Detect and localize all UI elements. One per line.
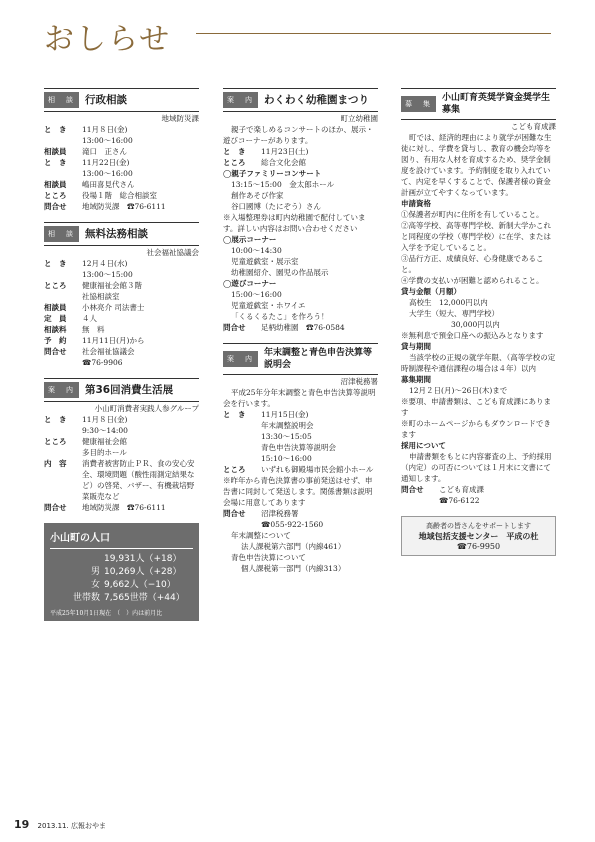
info-row	[223, 157, 378, 168]
row-value: ☎055-922-1560	[261, 520, 324, 529]
info-row	[44, 436, 199, 447]
row-value: 消費者被害防止ＰＲ、食の安心安全、環境問題（酸性雨測定結果など）の啓発、バザー、有機栽培野菜販売など	[82, 459, 195, 501]
info-row	[223, 322, 378, 333]
row-value: 役場１階 総合相談室	[82, 191, 157, 200]
section-header	[223, 88, 378, 112]
support-name: 地域包括支援センター 平成の杜	[418, 532, 539, 541]
population-value: 7,565世帯（+44）	[104, 593, 185, 603]
category-badge: 案 内	[223, 351, 258, 367]
footer-text: 2013.11. 広報おやま	[37, 822, 106, 830]
text-line: ④学費の支払いが困難と認められること。	[401, 276, 544, 285]
text-line: ③品行方正、成績良好、心身健康であること。	[401, 254, 544, 274]
info-row	[44, 324, 199, 335]
info-row	[223, 431, 378, 442]
row-value: 健康福祉会館３階	[82, 281, 142, 290]
row-label: 相談員	[44, 180, 67, 189]
text-line: ※無利息で預金口座への振込みとなります	[401, 331, 544, 340]
row-value: 9:30〜14:00	[82, 426, 128, 435]
row-label: 相談料	[44, 325, 67, 334]
row-value: 健康福祉会館	[82, 437, 127, 446]
subheading: 採用について	[401, 441, 446, 450]
row-value: 滝口 正さん	[82, 147, 127, 156]
population-label: 女	[90, 580, 100, 590]
support-phone: ☎76-9950	[456, 542, 501, 551]
section-title: 小山町育英奨学資金奨学生募集	[442, 93, 551, 115]
text-line: ※要項、申請書類は、こども育成課にあります	[401, 397, 551, 417]
text-line: 児童遊戯室・ホワイエ	[231, 301, 306, 310]
row-label	[223, 420, 261, 431]
info-row	[44, 190, 199, 201]
row-value: 無 料	[82, 325, 105, 334]
page-title: おしらせ	[44, 22, 172, 57]
info-row	[44, 458, 199, 502]
category-badge: 相 談	[44, 226, 79, 242]
support-tagline: 高齢者の皆さんをサポートします	[426, 522, 531, 530]
info-row	[44, 179, 199, 190]
row-value: 11月15日(金)	[261, 410, 309, 419]
row-label	[223, 442, 261, 453]
population-title: 小山町の人口	[50, 529, 193, 549]
population-row	[50, 579, 193, 592]
row-value: 15:10〜16:00	[261, 454, 312, 463]
row-label: 問合せ	[44, 503, 67, 512]
subheading: 貸与金額（月額）	[401, 287, 461, 296]
row-value: 社会福祉協議会	[82, 347, 135, 356]
row-value: いずれも御殿場市民会館小ホール	[261, 465, 374, 474]
text-line: 個人課税第一部門（内線313）	[241, 564, 346, 573]
subheading: ◯遊びコーナー	[223, 279, 277, 288]
subheading: 申請資格	[401, 199, 431, 208]
info-row	[223, 146, 378, 157]
population-value: 10,269人（+28）	[104, 567, 182, 577]
row-value: 11月８日(金)	[82, 125, 128, 134]
row-label	[44, 447, 82, 458]
row-value: こども育成課	[439, 485, 484, 494]
text-line: 幼稚園紹介、園児の作品展示	[231, 268, 329, 277]
row-value: 小林亮介 司法書士	[82, 303, 145, 312]
text-line: 10:00〜14:30	[231, 246, 282, 255]
row-label: と き	[223, 410, 246, 419]
text-line: 谷口國博（たにぞう）さん	[231, 202, 321, 211]
support-center-box	[401, 516, 556, 556]
row-value: 地域防災課 ☎76-6111	[82, 202, 166, 211]
row-label	[401, 495, 439, 506]
info-row	[44, 414, 199, 425]
population-label: 男	[90, 567, 100, 577]
info-row	[44, 357, 199, 368]
section-header	[44, 222, 199, 246]
row-label	[44, 357, 82, 368]
page-number: 19	[14, 818, 30, 831]
row-value: 12月４日(水)	[82, 259, 128, 268]
row-label: と き	[44, 125, 67, 134]
row-label: ところ	[44, 281, 67, 290]
info-row	[44, 280, 199, 291]
row-label: 問合せ	[401, 485, 424, 494]
section-header	[223, 343, 378, 375]
section-title: 行政相談	[85, 94, 127, 106]
population-value: 9,662人（−10）	[104, 580, 176, 590]
text-line: 児童遊戯室・展示室	[231, 257, 299, 266]
title-rule	[196, 33, 551, 34]
row-label: ところ	[44, 191, 67, 200]
info-row	[223, 519, 378, 530]
row-label	[223, 519, 261, 530]
text-line: 申請書類をもとに内容審査の上、予約採用（内定）の可否については１月末に文書にて通知します。	[401, 452, 552, 483]
row-value: 13:30〜15:05	[261, 432, 312, 441]
column-3	[401, 88, 556, 556]
text-line: 法人課税第六部門（内線461）	[241, 542, 346, 551]
department: 小山町消費者実践人参グループ	[94, 404, 199, 413]
row-label: 予 約	[44, 336, 67, 345]
row-label: と き	[44, 415, 67, 424]
row-label: 問合せ	[223, 509, 246, 518]
text-line: 年末調整について	[231, 531, 291, 540]
category-badge: 案 内	[44, 382, 79, 398]
row-value: 社協相談室	[82, 292, 120, 301]
text-line: 15:00〜16:00	[231, 290, 282, 299]
text-line: 当該学校の正規の就学年限、（高等学校の定時制課程や通信課程の場合は４年）以内	[401, 353, 556, 373]
info-row	[223, 508, 378, 519]
row-label: 問合せ	[223, 323, 246, 332]
row-value: ☎76-6122	[439, 496, 480, 505]
subheading: 募集期間	[401, 375, 431, 384]
row-value: 13:00〜16:00	[82, 136, 133, 145]
row-label: 相談員	[44, 303, 67, 312]
department: 地域防災課	[161, 114, 199, 123]
row-label: 相談員	[44, 147, 67, 156]
section-wakuwaku	[223, 88, 378, 333]
subheading: ◯親子ファミリーコンサート	[223, 169, 322, 178]
department: こども育成課	[511, 122, 556, 131]
info-rows	[44, 258, 199, 368]
row-value: 年末調整説明会	[261, 421, 314, 430]
row-value: 13:00〜16:00	[82, 169, 133, 178]
info-row	[44, 291, 199, 302]
row-label	[44, 168, 82, 179]
row-label	[44, 269, 82, 280]
category-badge: 相 談	[44, 92, 79, 108]
info-row	[44, 447, 199, 458]
text-line: 青色申告決算について	[231, 553, 306, 562]
info-row	[223, 464, 378, 475]
section-title: 年末調整と青色申告決算等説明会	[264, 348, 373, 370]
row-label: 内 容	[44, 459, 67, 468]
intro-text: 平成25年分年末調整と青色申告決算等説明会を行います。	[223, 388, 376, 408]
row-value: ４人	[82, 314, 97, 323]
population-row	[50, 592, 193, 605]
intro-text: 町では、経済的理由により就学が困難な生徒に対し、学費を貸与し、教育の機会均等を図り、有用な人材を育成するため、奨学金制度を設けています。予約制度を取り入れていて、内定を早くすることで、保護者様の資金計画が立てやすくなっています。	[401, 133, 552, 197]
section-header	[44, 88, 199, 112]
row-label: 定 員	[44, 314, 67, 323]
row-value: ☎76-9906	[82, 358, 123, 367]
text-line: ①保護者が町内に住所を有していること。	[401, 210, 544, 219]
population-box	[44, 523, 199, 621]
text-line: ※入場整理券は町内幼稚園で配付しています。詳しい内容はお問い合わせください	[223, 213, 366, 233]
intro-text: 親子で楽しめるコンサートのほか、展示・遊びコーナーがあります。	[223, 125, 374, 145]
row-label	[44, 425, 82, 436]
row-value: 13:00〜15:00	[82, 270, 133, 279]
row-label	[44, 291, 82, 302]
row-label: 問合せ	[44, 202, 67, 211]
text-line: 大学生（短大、専門学校）	[409, 309, 499, 318]
row-label: と き	[223, 147, 246, 156]
info-row	[44, 346, 199, 357]
info-row	[401, 495, 556, 506]
info-row	[44, 258, 199, 269]
text-line: 高校生 12,000円以内	[409, 298, 488, 307]
row-value: 沼津税務署	[261, 509, 299, 518]
population-total	[50, 553, 193, 566]
info-row	[44, 269, 199, 280]
row-value: 11月23日(土)	[261, 147, 309, 156]
info-row	[223, 442, 378, 453]
row-label	[223, 453, 261, 464]
row-label: ところ	[44, 437, 67, 446]
section-header	[44, 378, 199, 402]
text-line: 30,000円以内	[451, 320, 500, 329]
subheading: 貸与期間	[401, 342, 431, 351]
text-line: 「くるくるたこ」を作ろう！	[231, 312, 329, 321]
info-row	[44, 502, 199, 513]
note-text: ※昨年から青色決算書の事前発送はせず、申告書に同封して発送します。関係書類は説明会場に用意してあります	[223, 476, 373, 507]
info-row	[223, 409, 378, 420]
info-row	[44, 124, 199, 135]
row-value: 多目的ホール	[82, 448, 127, 457]
section-gyosei	[44, 88, 199, 212]
section-title: 第36回消費生活展	[85, 384, 174, 396]
info-row	[44, 335, 199, 346]
row-label: と き	[44, 158, 67, 167]
text-line: ②高等学校、高等専門学校、新制大学かこれと同程度の学校（専門学校）に在学、または入学を予定していること。	[401, 221, 551, 252]
text-line: 13:15〜15:00 金太郎ホール	[231, 180, 335, 189]
row-value: 11月22日(金)	[82, 158, 130, 167]
subheading: ◯展示コーナー	[223, 235, 277, 244]
section-title: 無料法務相談	[85, 228, 148, 240]
info-row	[44, 302, 199, 313]
section-muryo	[44, 222, 199, 368]
row-value: 総合文化会館	[261, 158, 306, 167]
info-row	[44, 201, 199, 212]
section-shohi	[44, 378, 199, 513]
row-label: と き	[44, 259, 67, 268]
info-row	[223, 420, 378, 431]
row-label: 問合せ	[44, 347, 67, 356]
column-2	[223, 88, 378, 584]
info-row	[44, 157, 199, 168]
department: 社会福祉協議会	[146, 248, 199, 257]
info-row	[44, 425, 199, 436]
row-value: 嶋田喜見代さん	[82, 180, 135, 189]
text-line: ※町のホームページからもダウンロードできます	[401, 419, 551, 439]
row-label: ところ	[223, 465, 246, 474]
population-row	[50, 566, 193, 579]
row-label: ところ	[223, 158, 246, 167]
section-header	[401, 88, 556, 120]
row-value: 地域防災課 ☎76-6111	[82, 503, 166, 512]
info-row	[44, 135, 199, 146]
population-total-value: 19,931人（+18）	[104, 554, 182, 564]
population-label: 世帯数	[72, 593, 100, 603]
row-value: 青色申告決算等説明会	[261, 443, 336, 452]
department: 町立幼稚園	[340, 114, 378, 123]
info-row	[44, 168, 199, 179]
population-note: 平成25年10月1日現在 （ ）内は前月比	[50, 610, 163, 617]
section-title: わくわく幼稚園まつり	[264, 94, 369, 106]
row-value: 11月11日(月)から	[82, 336, 145, 345]
info-rows	[44, 124, 199, 212]
column-1	[44, 88, 199, 621]
section-shogaku	[401, 88, 556, 506]
info-rows	[44, 414, 199, 513]
row-label	[44, 135, 82, 146]
info-row	[401, 484, 556, 495]
info-row	[223, 453, 378, 464]
row-value: 11月８日(金)	[82, 415, 128, 424]
text-line: 創作あそび作家	[231, 191, 284, 200]
department: 沼津税務署	[340, 377, 378, 386]
category-badge: 案 内	[223, 92, 258, 108]
footer	[14, 818, 106, 831]
text-line: 12月２日(月)〜26日(木)まで	[409, 386, 508, 395]
category-badge: 募 集	[401, 96, 436, 112]
info-row	[44, 313, 199, 324]
row-label	[223, 431, 261, 442]
section-nenmatsu	[223, 343, 378, 574]
row-value: 足柄幼稚園 ☎76-0584	[261, 323, 345, 332]
info-row	[44, 146, 199, 157]
